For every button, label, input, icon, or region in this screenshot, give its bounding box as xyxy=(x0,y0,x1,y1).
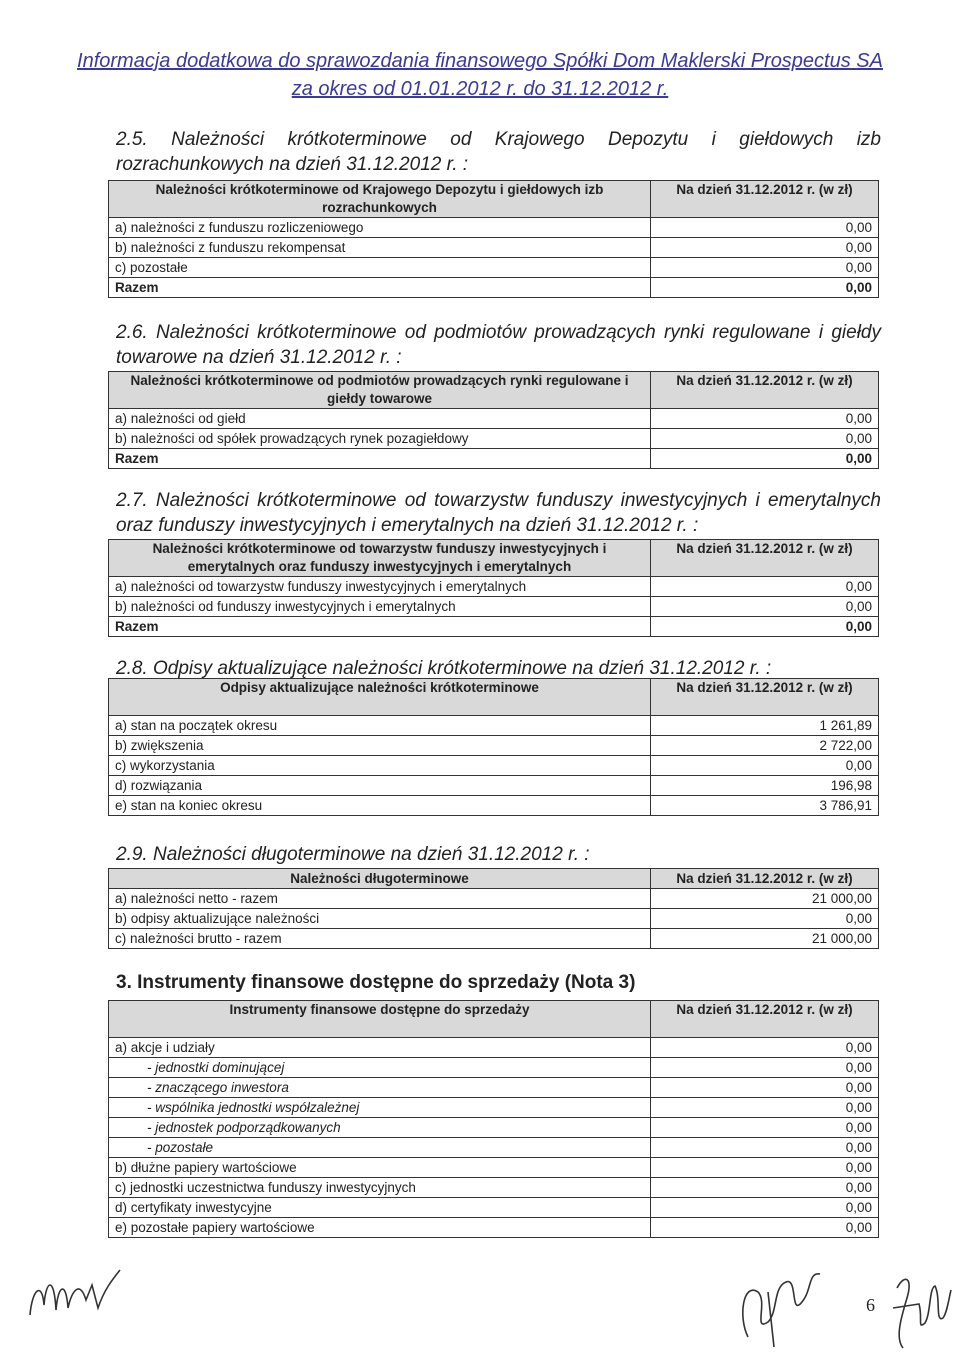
row-label: Razem xyxy=(109,617,651,637)
row-label: b) należności od funduszy inwestycyjnych i emerytalnych xyxy=(109,597,651,617)
table-row xyxy=(109,409,879,429)
table-header-label: Należności krótkoterminowe od podmiotów prowadzących rynki regulowane i giełdy towarowe xyxy=(109,372,651,409)
row-value: 0,00 xyxy=(651,1138,879,1158)
row-value: 0,00 xyxy=(651,1038,879,1058)
section-2-6-title: 2.6. Należności krótkoterminowe od podmiotów prowadzących rynki regulowane i giełdy towarowe na dzień 31.12.2012 r. : xyxy=(116,322,881,368)
row-label: e) pozostałe papiery wartościowe xyxy=(109,1218,651,1238)
row-label: Razem xyxy=(109,449,651,469)
row-value: 0,00 xyxy=(651,429,879,449)
table-header-value: Na dzień 31.12.2012 r. (w zł) xyxy=(651,372,879,409)
table-header-value: Na dzień 31.12.2012 r. (w zł) xyxy=(651,679,879,716)
table-row xyxy=(109,909,879,929)
row-label: a) należności od giełd xyxy=(109,409,651,429)
row-label: - wspólnika jednostki współzależnej xyxy=(109,1098,651,1118)
row-label: a) stan na początek okresu xyxy=(109,716,651,736)
table-header-label: Należności krótkoterminowe od towarzystw funduszy inwestycyjnych i emerytalnych oraz funduszy inwestycyjnych i emerytalnych xyxy=(109,540,651,577)
table-row-total xyxy=(109,278,879,298)
row-label: a) należności od towarzystw funduszy inwestycyjnych i emerytalnych xyxy=(109,577,651,597)
table-header-label: Należności krótkoterminowe od Krajowego Depozytu i giełdowych izb rozrachunkowych xyxy=(109,181,651,218)
handwritten-signature-right xyxy=(885,1268,955,1353)
table-header-value: Na dzień 31.12.2012 r. (w zł) xyxy=(651,869,879,889)
row-value: 0,00 xyxy=(651,1198,879,1218)
row-label: - jednostki dominującej xyxy=(109,1058,651,1078)
row-value: 0,00 xyxy=(651,1078,879,1098)
table-header-value: Na dzień 31.12.2012 r. (w zł) xyxy=(651,540,879,577)
table-row xyxy=(109,1158,879,1178)
row-value: 0,00 xyxy=(651,409,879,429)
table-row xyxy=(109,577,879,597)
table-header-label: Instrumenty finansowe dostępne do sprzedaży xyxy=(109,1001,651,1038)
row-label: b) dłużne papiery wartościowe xyxy=(109,1158,651,1178)
table-row xyxy=(109,1218,879,1238)
table-row xyxy=(109,736,879,756)
table-row xyxy=(109,1058,879,1078)
table-row xyxy=(109,756,879,776)
row-value: 21 000,00 xyxy=(651,889,879,909)
row-value: 2 722,00 xyxy=(651,736,879,756)
table-row xyxy=(109,1078,879,1098)
table-header-value: Na dzień 31.12.2012 r. (w zł) xyxy=(651,1001,879,1038)
handwritten-initials-left xyxy=(20,1260,130,1335)
document-header-period: za okres od 01.01.2012 r. do 31.12.2012 r. xyxy=(291,78,669,100)
row-value: 0,00 xyxy=(651,1118,879,1138)
table-2-7 xyxy=(108,539,879,637)
row-value: 0,00 xyxy=(651,1218,879,1238)
page-number: 6 xyxy=(866,1295,875,1315)
table-header-label: Należności długoterminowe xyxy=(109,869,651,889)
row-value: 0,00 xyxy=(651,278,879,298)
table-row xyxy=(109,776,879,796)
row-value: 0,00 xyxy=(651,1058,879,1078)
row-value: 0,00 xyxy=(651,218,879,238)
table-2-8 xyxy=(108,678,879,816)
row-value: 0,00 xyxy=(651,1098,879,1118)
row-label: a) należności z funduszu rozliczeniowego xyxy=(109,218,651,238)
table-2-5 xyxy=(108,180,879,298)
row-value: 0,00 xyxy=(651,449,879,469)
table-row xyxy=(109,597,879,617)
table-row xyxy=(109,429,879,449)
row-value: 196,98 xyxy=(651,776,879,796)
row-value: 1 261,89 xyxy=(651,716,879,736)
row-value: 0,00 xyxy=(651,756,879,776)
section-2-9-title: 2.9. Należności długoterminowe na dzień 31.12.2012 r. : xyxy=(116,844,590,865)
table-row xyxy=(109,218,879,238)
row-value: 0,00 xyxy=(651,1178,879,1198)
document-header-title: Informacja dodatkowa do sprawozdania finansowego Spółki Dom Maklerski Prospectus SA xyxy=(77,50,883,72)
row-label: e) stan na koniec okresu xyxy=(109,796,651,816)
section-2-8-title: 2.8. Odpisy aktualizujące należności krótkoterminowe na dzień 31.12.2012 r. : xyxy=(116,658,772,679)
row-label: c) należności brutto - razem xyxy=(109,929,651,949)
table-row xyxy=(109,1098,879,1118)
row-label: a) akcje i udziały xyxy=(109,1038,651,1058)
row-label: - pozostałe xyxy=(109,1138,651,1158)
row-value: 21 000,00 xyxy=(651,929,879,949)
table-row xyxy=(109,1038,879,1058)
row-label: c) jednostki uczestnictwa funduszy inwestycyjnych xyxy=(109,1178,651,1198)
table-row xyxy=(109,1138,879,1158)
table-row-total xyxy=(109,617,879,637)
row-value: 0,00 xyxy=(651,258,879,278)
table-row xyxy=(109,1118,879,1138)
row-value: 0,00 xyxy=(651,238,879,258)
table-row xyxy=(109,796,879,816)
row-label: b) zwiększenia xyxy=(109,736,651,756)
table-row xyxy=(109,1198,879,1218)
row-value: 0,00 xyxy=(651,1158,879,1178)
row-label: b) należności od spółek prowadzących rynek pozagiełdowy xyxy=(109,429,651,449)
row-label: c) pozostałe xyxy=(109,258,651,278)
row-label: - jednostek podporządkowanych xyxy=(109,1118,651,1138)
table-3 xyxy=(108,1000,879,1238)
table-row xyxy=(109,929,879,949)
row-value: 0,00 xyxy=(651,597,879,617)
section-3-title: 3. Instrumenty finansowe dostępne do sprzedaży (Nota 3) xyxy=(116,972,636,993)
row-label: b) odpisy aktualizujące należności xyxy=(109,909,651,929)
row-label: d) rozwiązania xyxy=(109,776,651,796)
row-label: a) należności netto - razem xyxy=(109,889,651,909)
table-2-6 xyxy=(108,371,879,469)
handwritten-signature-middle xyxy=(728,1262,838,1352)
section-2-7-title: 2.7. Należności krótkoterminowe od towarzystw funduszy inwestycyjnych i emerytalnych oraz funduszy inwestycyjnych i emerytalnych na dzień 31.12.2012 r. : xyxy=(116,490,881,536)
row-label: d) certyfikaty inwestycyjne xyxy=(109,1198,651,1218)
row-label: c) wykorzystania xyxy=(109,756,651,776)
row-value: 0,00 xyxy=(651,577,879,597)
row-label: b) należności z funduszu rekompensat xyxy=(109,238,651,258)
table-row xyxy=(109,1178,879,1198)
row-label: Razem xyxy=(109,278,651,298)
section-2-5-title: 2.5. Należności krótkoterminowe od Krajowego Depozytu i giełdowych izb rozrachunkowych na dzień 31.12.2012 r. : xyxy=(116,129,881,175)
table-row xyxy=(109,716,879,736)
table-header-value: Na dzień 31.12.2012 r. (w zł) xyxy=(651,181,879,218)
row-value: 0,00 xyxy=(651,617,879,637)
table-row xyxy=(109,238,879,258)
row-value: 0,00 xyxy=(651,909,879,929)
table-row xyxy=(109,258,879,278)
row-label: - znaczącego inwestora xyxy=(109,1078,651,1098)
table-row xyxy=(109,889,879,909)
row-value: 3 786,91 xyxy=(651,796,879,816)
table-row-total xyxy=(109,449,879,469)
table-2-9 xyxy=(108,868,879,949)
table-header-label: Odpisy aktualizujące należności krótkoterminowe xyxy=(109,679,651,716)
